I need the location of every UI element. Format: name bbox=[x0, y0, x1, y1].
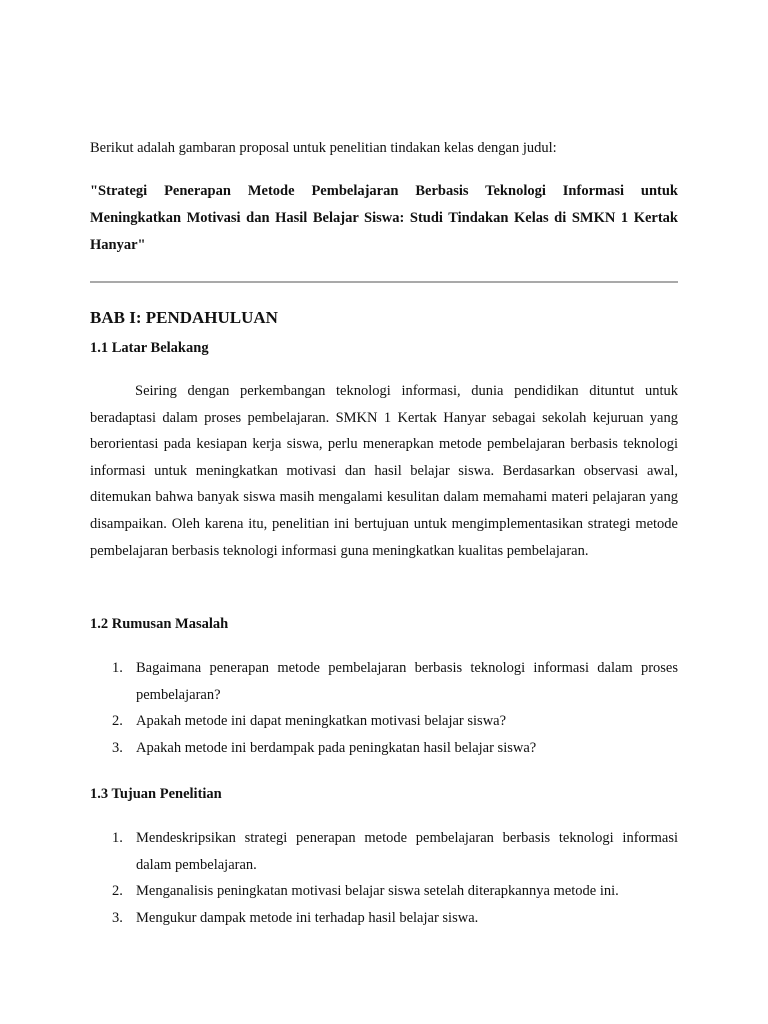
horizontal-divider bbox=[90, 281, 678, 283]
tujuan-penelitian-list bbox=[90, 825, 678, 931]
proposal-title: "Strategi Penerapan Metode Pembelajaran Berbasis Teknologi Informasi untuk Meningkatkan Motivasi dan Hasil Belajar Siswa: Studi Tindakan Kelas di SMKN 1 Kertak Hanyar" bbox=[90, 183, 678, 253]
intro-text: Berikut adalah gambaran proposal untuk penelitian tindakan kelas dengan judul: bbox=[90, 140, 557, 156]
list-item-number: 2. bbox=[112, 713, 123, 730]
list-item-text: Bagaimana penerapan metode pembelajaran berbasis teknologi informasi dalam proses pembelajaran? bbox=[136, 660, 678, 703]
list-item bbox=[90, 905, 678, 932]
list-item bbox=[90, 655, 678, 708]
list-item-number: 3. bbox=[112, 909, 123, 926]
rumusan-masalah-list bbox=[90, 655, 678, 761]
list-item-number: 1. bbox=[112, 830, 123, 846]
latar-belakang-paragraph: Seiring dengan perkembangan teknologi informasi, dunia pendidikan dituntut untuk beradaptasi dalam proses pembelajaran. SMKN 1 Kertak Hanyar sebagai sekolah kejuruan yang berorientasi pada kesiapan kerja siswa, perlu menerapkan metode pembelajaran berbasis teknologi informasi untuk meningkatkan motivasi dan hasil belajar siswa. Berdasarkan observasi awal, ditemukan bahwa banyak siswa masih mengalami kesulitan dalam memahami materi pelajaran yang disampaikan. Oleh karena itu, penelitian ini bertujuan untuk mengimplementasikan strategi metode pembelajaran berbasis teknologi informasi guna meningkatkan kualitas pembelajaran. bbox=[90, 383, 678, 559]
list-item bbox=[90, 735, 678, 762]
chapter-heading: BAB I: PENDAHULUAN bbox=[90, 308, 278, 327]
list-item bbox=[90, 878, 678, 905]
section-heading-latar-belakang: 1.1 Latar Belakang bbox=[90, 340, 209, 356]
list-item-text: Mendeskripsikan strategi penerapan metode pembelajaran berbasis teknologi informasi dalam pembelajaran. bbox=[136, 830, 678, 873]
list-item-number: 1. bbox=[112, 660, 123, 676]
list-item bbox=[90, 825, 678, 878]
list-item-text: Menganalisis peningkatan motivasi belajar siswa setelah diterapkannya metode ini. bbox=[136, 883, 619, 900]
list-item-number: 2. bbox=[112, 883, 123, 900]
section-heading-rumusan-masalah: 1.2 Rumusan Masalah bbox=[90, 616, 229, 632]
list-item-text: Apakah metode ini berdampak pada peningkatan hasil belajar siswa? bbox=[136, 739, 537, 756]
list-item-number: 3. bbox=[112, 739, 123, 756]
section-heading-tujuan-penelitian: 1.3 Tujuan Penelitian bbox=[90, 786, 222, 802]
list-item bbox=[90, 708, 678, 735]
list-item-text: Mengukur dampak metode ini terhadap hasil belajar siswa. bbox=[136, 909, 479, 926]
list-item-text: Apakah metode ini dapat meningkatkan motivasi belajar siswa? bbox=[136, 713, 507, 730]
